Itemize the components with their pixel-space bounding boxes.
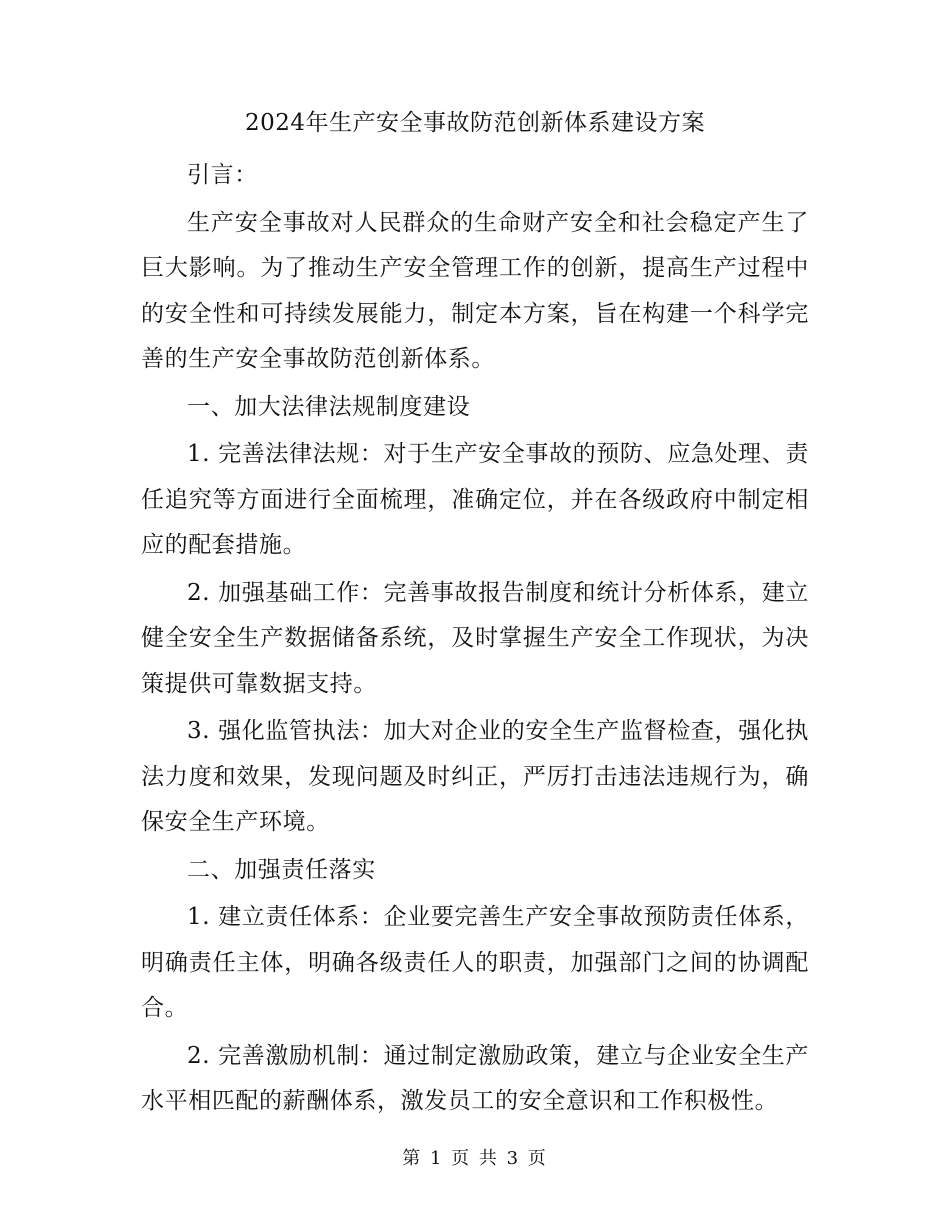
paragraph-intro-label: 引言： xyxy=(187,162,258,188)
paragraph-1-2: 2. 加强基础工作：完善事故报告制度和统计分析体系，建立健全安全生产数据储备系统，及时掌握生产安全工作现状，为决策提供可靠数据支持。 xyxy=(141,579,809,697)
document-title: 2024年生产安全事故防范创新体系建设方案 xyxy=(244,110,706,136)
paragraph-2-2: 2. 完善激励机制：通过制定激励政策，建立与企业安全生产水平相匹配的薪酬体系，激发员工的安全意识和工作积极性。 xyxy=(141,1042,809,1114)
paragraph-2-1: 1. 建立责任体系：企业要完善生产安全事故预防责任体系，明确责任主体，明确各级责任人的职责，加强部门之间的协调配合。 xyxy=(141,904,809,1021)
paragraph-1-3: 3. 强化监管执法：加大对企业的安全生产监督检查，强化执法力度和效果，发现问题及时纠正，严厉打击违法违规行为，确保安全生产环境。 xyxy=(141,718,809,835)
section-heading-1: 一、加大法律法规制度建设 xyxy=(187,393,471,420)
paragraph-intro: 生产安全事故对人民群众的生命财产安全和社会稳定产生了巨大影响。为了推动生产安全管理工作的创新，提高生产过程中的安全性和可持续发展能力，制定本方案，旨在构建一个科学完善的生产安全事故防范创新体系。 xyxy=(141,209,809,372)
page-footer: 第 1 页 共 3 页 xyxy=(402,1148,548,1169)
document-body xyxy=(141,153,809,1127)
section-heading-2: 二、加强责任落实 xyxy=(187,856,376,883)
paragraph-1-1: 1. 完善法律法规：对于生产安全事故的预防、应急处理、责任追究等方面进行全面梳理，准确定位，并在各级政府中制定相应的配套措施。 xyxy=(141,441,809,558)
